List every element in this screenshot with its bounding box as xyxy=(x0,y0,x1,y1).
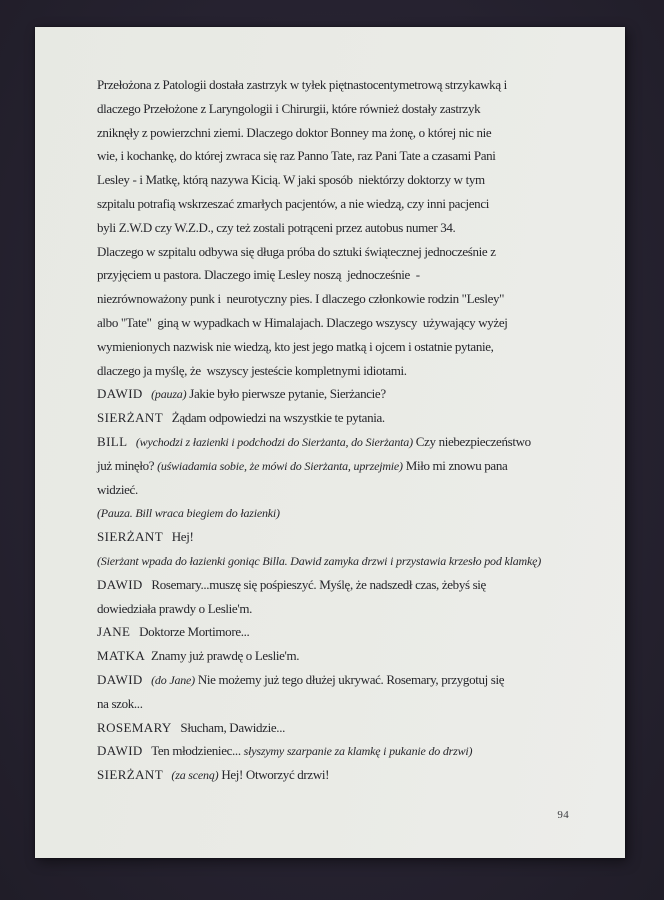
speaker-name: DAWID xyxy=(97,576,143,592)
stage-direction: (uświadamia sobie, że mówi do Sierżanta, uprzejmie) xyxy=(157,458,403,473)
script-line xyxy=(97,501,599,525)
script-line xyxy=(97,263,599,287)
document-page xyxy=(35,27,625,858)
stage-direction: słyszymy szarpanie za klamkę i pukanie do drzwi) xyxy=(243,744,473,759)
dialogue-text: widzieć. xyxy=(97,481,138,497)
script-line xyxy=(97,620,599,644)
dialogue-text: wymienionych nazwisk nie wiedzą, kto jest jego matką i ojcem i ostatnie pytanie, xyxy=(97,338,494,354)
script-line xyxy=(97,597,599,621)
speaker-name: DAWID xyxy=(97,743,143,759)
dialogue-text: dlaczego Przełożone z Laryngologii i Chirurgii, które również dostały zastrzyk xyxy=(97,100,481,116)
script-line xyxy=(97,97,599,121)
script-line xyxy=(97,240,599,264)
script-line xyxy=(97,359,599,383)
script-line xyxy=(97,716,599,740)
script-line xyxy=(97,287,599,311)
dialogue-text: Miło mi znowu pana xyxy=(402,457,508,473)
dialogue-text: Jakie było pierwsze pytanie, Sierżancie? xyxy=(186,386,386,402)
script-line xyxy=(97,144,599,168)
script-line xyxy=(97,406,599,430)
stage-direction: (Sierżant wpada do łazienki goniąc Billa. Dawid zamyka drzwi i przystawia krzesło pod klamkę) xyxy=(97,553,542,568)
dialogue-text: Hej! xyxy=(163,529,194,545)
script-line xyxy=(97,525,599,549)
stage-direction: (pauza) xyxy=(142,387,187,402)
speaker-name: SIERŻANT xyxy=(97,767,164,783)
dialogue-text: już minęło? xyxy=(97,457,158,473)
speaker-name: JANE xyxy=(97,624,131,640)
dialogue-text: niezrównoważony punk i neurotyczny pies. I dlaczego członkowie rodzin "Lesley" xyxy=(97,291,505,307)
speaker-name: BILL xyxy=(97,433,128,449)
dialogue-text: Znamy już prawdę o Leslie'm. xyxy=(145,648,300,664)
dialogue-text: Hej! Otworzyć drzwi! xyxy=(218,767,330,783)
stage-direction: (wychodzi z łazienki i podchodzi do Sierżanta, do Sierżanta) xyxy=(127,434,413,449)
dialogue-text: Ten młodzieniec... xyxy=(142,743,244,759)
dialogue-text: przyjęciem u pastora. Dlaczego imię Lesley noszą jednocześnie - xyxy=(97,267,420,283)
script-line xyxy=(97,549,599,573)
dialogue-text: zniknęły z powierzchni ziemi. Dlaczego doktor Bonney ma żonę, o której nic nie xyxy=(97,124,492,140)
stage-direction: (za sceną) xyxy=(163,768,219,783)
dialogue-text: Dlaczego w szpitalu odbywa się długa próba do sztuki świątecznej jednocześnie z xyxy=(97,243,496,259)
script-line xyxy=(97,692,599,716)
script-line xyxy=(97,73,599,97)
speaker-name: DAWID xyxy=(97,671,143,687)
script-line xyxy=(97,478,599,502)
dialogue-text: Żądam odpowiedzi na wszystkie te pytania. xyxy=(163,410,385,426)
script-text xyxy=(97,73,599,787)
speaker-name: SIERŻANT xyxy=(97,529,164,545)
script-line xyxy=(97,121,599,145)
script-line xyxy=(97,763,599,787)
dialogue-text: dowiedziała prawdy o Leslie'm. xyxy=(97,600,253,616)
dialogue-text: Słucham, Dawidzie... xyxy=(171,719,285,735)
speaker-name: DAWID xyxy=(97,386,143,402)
script-line xyxy=(97,216,599,240)
speaker-name: ROSEMARY xyxy=(97,719,172,735)
script-line xyxy=(97,382,599,406)
script-line xyxy=(97,668,599,692)
dialogue-text: Czy niebezpieczeństwo xyxy=(412,433,531,449)
script-line xyxy=(97,644,599,668)
dialogue-text: na szok... xyxy=(97,695,143,711)
script-line xyxy=(97,192,599,216)
script-line xyxy=(97,335,599,359)
dialogue-text: szpitalu potrafią wskrzeszać zmarłych pacjentów, a nie wiedzą, czy inni pacjenci xyxy=(97,195,490,211)
page-number: 94 xyxy=(557,809,569,821)
dialogue-text: wie, i kochankę, do której zwraca się raz Panno Tate, raz Pani Tate a czasami Pani xyxy=(97,148,496,164)
stage-direction: (do Jane) xyxy=(142,672,195,687)
script-line xyxy=(97,454,599,478)
dialogue-text: Nie możemy już tego dłużej ukrywać. Rosemary, przygotuj się xyxy=(194,671,505,687)
dialogue-text: Rosemary...muszę się pośpieszyć. Myślę, że nadszedł czas, żebyś się xyxy=(142,576,486,592)
dialogue-text: byli Z.W.D czy W.Z.D., czy też zostali potrąceni przez autobus numer 34. xyxy=(97,219,456,235)
script-line xyxy=(97,430,599,454)
dialogue-text: dlaczego ja myślę, że wszyscy jesteście kompletnymi idiotami. xyxy=(97,362,407,378)
speaker-name: MATKA xyxy=(97,648,146,664)
dialogue-text: Doktorze Mortimore... xyxy=(130,624,250,640)
script-line xyxy=(97,739,599,763)
script-line xyxy=(97,168,599,192)
dialogue-text: Lesley - i Matkę, którą nazywa Kicią. W jaki sposób niektórzy doktorzy w tym xyxy=(97,172,485,188)
stage-direction: (Pauza. Bill wraca biegiem do łazienki) xyxy=(97,506,280,521)
dialogue-text: Przełożona z Patologii dostała zastrzyk w tyłek piętnastocentymetrową strzykawką i xyxy=(97,77,507,92)
speaker-name: SIERŻANT xyxy=(97,410,164,426)
dialogue-text: albo "Tate" giną w wypadkach w Himalajach. Dlaczego wszyscy używający wyżej xyxy=(97,314,508,330)
script-line xyxy=(97,573,599,597)
script-line xyxy=(97,311,599,335)
